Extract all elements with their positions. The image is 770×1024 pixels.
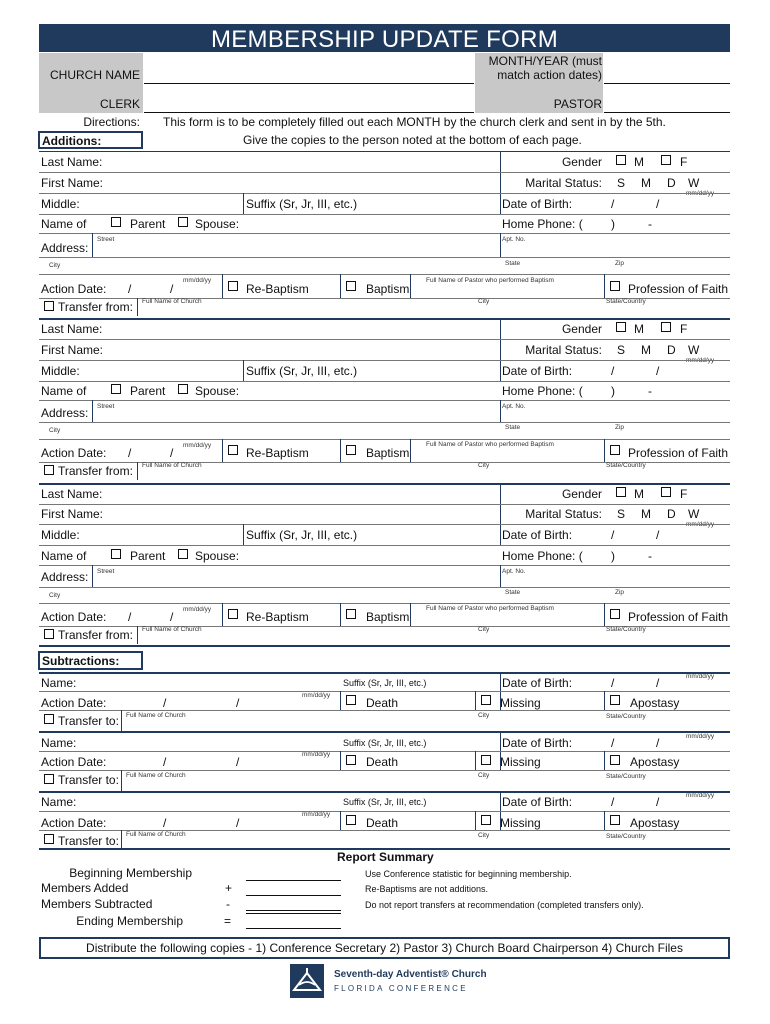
directions-label: Directions: <box>83 115 140 129</box>
name-of-label-2: Name of <box>41 384 87 398</box>
profession-checkbox-1[interactable] <box>610 281 620 291</box>
distribution-box <box>39 937 730 959</box>
baptism-label-3: Baptism <box>366 610 410 624</box>
missing-checkbox-1[interactable] <box>481 695 491 705</box>
profession-label-2: Profession of Faith <box>628 446 729 460</box>
transfer-from-checkbox-1[interactable] <box>44 301 54 311</box>
name-of-label-1: Name of <box>41 217 87 231</box>
baptism-checkbox-3[interactable] <box>346 609 356 619</box>
marital-status-label-3: Marital Status: <box>525 507 602 521</box>
minus-sign: - <box>226 897 230 911</box>
month-year-label-2: match action dates) <box>497 68 602 82</box>
action-date-label-3: Action Date: <box>41 610 107 624</box>
dob-format-1: mm/dd/yy <box>686 190 715 197</box>
parent-checkbox-3[interactable] <box>111 549 121 559</box>
rebaptism-label-2: Re-Baptism <box>246 446 309 460</box>
month-year-field[interactable] <box>604 83 730 84</box>
death-label-2: Death <box>366 755 399 769</box>
month-year-label-1: MONTH/YEAR (must <box>488 54 602 68</box>
sub-action-slash-2b: / <box>236 755 240 769</box>
transfer-to-label-3: Transfer to: <box>58 834 119 848</box>
phone-dash-2: - <box>648 384 652 398</box>
gender-m-label-2: M <box>634 322 644 336</box>
summary-note-1: Use Conference statistic for beginning membership. <box>365 869 572 879</box>
marital-m-1[interactable]: M <box>641 176 651 190</box>
transfer-city-2: City <box>478 462 490 469</box>
home-phone-label-3: Home Phone: ( <box>502 549 583 563</box>
apostasy-label-1: Apostasy <box>630 696 680 710</box>
summary-note-3: Do not report transfers at recommendation (completed transfers only). <box>365 900 644 910</box>
marital-status-label-2: Marital Status: <box>525 343 602 357</box>
gender-m-checkbox-3[interactable] <box>616 487 626 497</box>
beginning-membership-label: Beginning Membership <box>69 866 192 880</box>
transfer-state-1: State/Country <box>606 298 646 305</box>
subtractions-header <box>38 651 143 670</box>
sub-church-hint-1: Full Name of Church <box>126 712 186 719</box>
action-slash-2b: / <box>170 446 174 460</box>
marital-s-2[interactable]: S <box>617 343 626 357</box>
death-label-1: Death <box>366 696 399 710</box>
sub-action-label-3: Action Date: <box>41 816 107 830</box>
last-name-label-3: Last Name: <box>41 487 103 501</box>
dob-slash-2b: / <box>656 364 660 378</box>
sub-action-label-2: Action Date: <box>41 755 107 769</box>
members-subtracted-label: Members Subtracted <box>41 897 153 911</box>
zip-label-3: Zip <box>615 589 625 596</box>
street-label-1: Street <box>97 236 115 243</box>
city-label-1: City <box>49 262 61 269</box>
beginning-membership-field[interactable] <box>246 880 341 881</box>
phone-paren-3: ) <box>611 549 615 563</box>
apostasy-checkbox-1[interactable] <box>610 695 620 705</box>
profession-checkbox-2[interactable] <box>610 445 620 455</box>
zip-label-1: Zip <box>615 260 625 267</box>
sub-dob-label-3: Date of Birth: <box>502 795 573 809</box>
address-label-2: Address: <box>41 406 89 420</box>
sub-dob-slash-2a: / <box>611 736 615 750</box>
members-subtracted-field[interactable] <box>246 910 341 911</box>
gender-m-label-1: M <box>634 155 644 169</box>
middle-label-1: Middle: <box>41 197 80 211</box>
death-checkbox-1[interactable] <box>346 695 356 705</box>
transfer-from-checkbox-3[interactable] <box>44 629 54 639</box>
total-double-line <box>246 913 341 914</box>
phone-dash-1: - <box>648 217 652 231</box>
state-label-1: State <box>505 260 521 267</box>
last-name-label-1: Last Name: <box>41 155 103 169</box>
spouse-checkbox-1[interactable] <box>178 217 188 227</box>
pastor-performed-3: Full Name of Pastor who performed Baptism <box>426 605 554 612</box>
church-name-hint-2: Full Name of Church <box>142 462 202 469</box>
pastor-label: PASTOR <box>553 97 602 111</box>
directions-text-2: Give the copies to the person noted at the bottom of each page. <box>243 133 582 147</box>
sub-dob-slash-1b: / <box>656 676 660 690</box>
gender-f-checkbox-2[interactable] <box>661 322 671 332</box>
transfer-city-1: City <box>478 298 490 305</box>
missing-label-2: Missing <box>500 755 541 769</box>
spouse-checkbox-2[interactable] <box>178 384 188 394</box>
death-label-3: Death <box>366 816 399 830</box>
members-added-label: Members Added <box>41 881 129 895</box>
baptism-checkbox-2[interactable] <box>346 445 356 455</box>
sub-action-slash-2a: / <box>163 755 167 769</box>
church-name-hint-1: Full Name of Church <box>142 298 202 305</box>
street-label-2: Street <box>97 403 115 410</box>
death-checkbox-3[interactable] <box>346 815 356 825</box>
missing-label-3: Missing <box>500 816 541 830</box>
transfer-to-checkbox-3[interactable] <box>44 834 54 844</box>
state-label-3: State <box>505 589 521 596</box>
sub-action-slash-3b: / <box>236 816 240 830</box>
dob-format-2: mm/dd/yy <box>686 357 715 364</box>
page-title: MEMBERSHIP UPDATE FORM <box>210 26 559 53</box>
city-label-3: City <box>49 592 61 599</box>
rebaptism-label-3: Re-Baptism <box>246 610 309 624</box>
sub-city-3: City <box>478 832 490 839</box>
dob-slash-1a: / <box>611 197 615 211</box>
sub-action-slash-3a: / <box>163 816 167 830</box>
summary-note-2: Re-Baptisms are not additions. <box>365 884 489 894</box>
sub-dob-slash-1a: / <box>611 676 615 690</box>
first-name-label-3: First Name: <box>41 507 104 521</box>
transfer-city-3: City <box>478 626 490 633</box>
parent-label-3: Parent <box>130 549 166 563</box>
sub-action-slash-1b: / <box>236 696 240 710</box>
spouse-label-2: Spouse: <box>195 384 240 398</box>
sub-city-1: City <box>478 712 490 719</box>
action-slash-1a: / <box>128 282 132 296</box>
spouse-label-3: Spouse: <box>195 549 240 563</box>
sub-dob-slash-3a: / <box>611 795 615 809</box>
dob-slash-1b: / <box>656 197 660 211</box>
dob-format-3: mm/dd/yy <box>686 521 715 528</box>
gender-m-label-3: M <box>634 487 644 501</box>
equals-sign: = <box>224 914 232 928</box>
transfer-from-label-3: Transfer from: <box>58 628 133 642</box>
transfer-from-label-2: Transfer from: <box>58 464 133 478</box>
suffix-label-1: Suffix (Sr, Jr, III, etc.) <box>246 197 358 211</box>
marital-w-1[interactable]: W <box>688 176 700 190</box>
dob-label-1: Date of Birth: <box>502 197 573 211</box>
church-name-field[interactable] <box>144 83 474 84</box>
home-phone-label-1: Home Phone: ( <box>502 217 583 231</box>
death-checkbox-2[interactable] <box>346 755 356 765</box>
parent-label-1: Parent <box>130 217 166 231</box>
apt-label-3: Apt. No. <box>502 568 526 575</box>
gender-label-2: Gender <box>561 322 602 336</box>
suffix-label-3: Suffix (Sr, Jr, III, etc.) <box>246 528 358 542</box>
marital-m-2[interactable]: M <box>641 343 651 357</box>
action-slash-1b: / <box>170 282 174 296</box>
subtractions-label: Subtractions: <box>42 654 120 668</box>
distribution-text: Distribute the following copies - 1) Conference Secretary 2) Pastor 3) Church Board Chairperson 4) Church Files <box>86 941 683 955</box>
parent-checkbox-2[interactable] <box>111 384 121 394</box>
action-slash-2a: / <box>128 446 132 460</box>
gender-f-label-2: F <box>680 322 688 336</box>
marital-d-1[interactable]: D <box>667 176 676 190</box>
marital-w-2[interactable]: W <box>688 343 700 357</box>
clerk-label: CLERK <box>99 97 140 111</box>
clerk-field[interactable] <box>144 112 474 113</box>
rebaptism-checkbox-2[interactable] <box>228 445 238 455</box>
address-label-3: Address: <box>41 570 89 584</box>
rebaptism-label-1: Re-Baptism <box>246 282 309 296</box>
org-name: Seventh-day Adventist® Church <box>334 969 487 980</box>
sub-dob-label-1: Date of Birth: <box>502 676 573 690</box>
phone-dash-3: - <box>648 549 652 563</box>
additions-label: Additions: <box>42 134 102 148</box>
transfer-state-2: State/Country <box>606 462 646 469</box>
transfer-to-label-1: Transfer to: <box>58 714 119 728</box>
sub-state-1: State/Country <box>606 713 646 720</box>
sub-suffix-2: Suffix (Sr, Jr, III, etc.) <box>343 738 427 748</box>
zip-label-2: Zip <box>615 424 625 431</box>
phone-paren-2: ) <box>611 384 615 398</box>
sub-dob-format-1: mm/dd/yy <box>686 673 715 680</box>
sub-state-2: State/Country <box>606 773 646 780</box>
gender-label-1: Gender <box>561 155 602 169</box>
plus-sign: + <box>225 881 233 895</box>
dob-slash-3a: / <box>611 528 615 542</box>
parent-checkbox-1[interactable] <box>111 217 121 227</box>
marital-d-2[interactable]: D <box>667 343 676 357</box>
baptism-label-1: Baptism <box>366 282 410 296</box>
transfer-to-checkbox-2[interactable] <box>44 774 54 784</box>
profession-label-3: Profession of Faith <box>628 610 729 624</box>
gender-f-label-1: F <box>680 155 688 169</box>
pastor-performed-2: Full Name of Pastor who performed Baptism <box>426 441 554 448</box>
report-summary-title: Report Summary <box>337 850 434 864</box>
apostasy-label-3: Apostasy <box>630 816 680 830</box>
sub-dob-slash-3b: / <box>656 795 660 809</box>
rebaptism-checkbox-3[interactable] <box>228 609 238 619</box>
apostasy-label-2: Apostasy <box>630 755 680 769</box>
sub-action-format-2: mm/dd/yy <box>302 751 331 758</box>
sub-action-format-3: mm/dd/yy <box>302 811 331 818</box>
action-format-3: mm/dd/yy <box>183 606 212 613</box>
missing-checkbox-2[interactable] <box>481 755 491 765</box>
sub-dob-format-3: mm/dd/yy <box>686 792 715 799</box>
profession-label-1: Profession of Faith <box>628 282 729 296</box>
transfer-from-checkbox-2[interactable] <box>44 465 54 475</box>
spouse-checkbox-3[interactable] <box>178 549 188 559</box>
marital-s-1[interactable]: S <box>617 176 626 190</box>
sub-suffix-1: Suffix (Sr, Jr, III, etc.) <box>343 678 427 688</box>
sub-state-3: State/Country <box>606 833 646 840</box>
transfer-state-3: State/Country <box>606 626 646 633</box>
transfer-from-label-1: Transfer from: <box>58 300 133 314</box>
directions-text-1: This form is to be completely filled out each MONTH by the church clerk and sent in by the 5th. <box>163 115 666 129</box>
dob-label-3: Date of Birth: <box>502 528 573 542</box>
street-label-3: Street <box>97 568 115 575</box>
action-date-label-1: Action Date: <box>41 282 107 296</box>
title-bar <box>39 24 730 52</box>
sub-name-label-3: Name: <box>41 795 77 809</box>
middle-label-2: Middle: <box>41 364 80 378</box>
transfer-to-checkbox-1[interactable] <box>44 714 54 724</box>
apostasy-checkbox-2[interactable] <box>610 755 620 765</box>
dob-label-2: Date of Birth: <box>502 364 573 378</box>
profession-checkbox-3[interactable] <box>610 609 620 619</box>
sub-action-label-1: Action Date: <box>41 696 107 710</box>
rebaptism-checkbox-1[interactable] <box>228 281 238 291</box>
ending-membership-label: Ending Membership <box>76 914 183 928</box>
middle-label-3: Middle: <box>41 528 80 542</box>
home-phone-label-2: Home Phone: ( <box>502 384 583 398</box>
sub-dob-label-2: Date of Birth: <box>502 736 573 750</box>
sub-church-hint-2: Full Name of Church <box>126 772 186 779</box>
action-format-2: mm/dd/yy <box>183 442 212 449</box>
ending-membership-field[interactable] <box>246 928 341 929</box>
action-format-1: mm/dd/yy <box>183 277 212 284</box>
sub-dob-slash-2b: / <box>656 736 660 750</box>
additions-header <box>38 131 143 149</box>
sub-dob-format-2: mm/dd/yy <box>686 733 715 740</box>
sub-action-format-1: mm/dd/yy <box>302 692 331 699</box>
address-label-1: Address: <box>41 241 89 255</box>
action-slash-3a: / <box>128 610 132 624</box>
apt-label-2: Apt. No. <box>502 403 526 410</box>
members-added-field[interactable] <box>246 895 341 896</box>
gender-f-checkbox-1[interactable] <box>661 155 671 165</box>
marital-m-3[interactable]: M <box>641 507 651 521</box>
sub-city-2: City <box>478 772 490 779</box>
transfer-to-label-2: Transfer to: <box>58 773 119 787</box>
pastor-performed-1: Full Name of Pastor who performed Baptism <box>426 277 554 284</box>
spouse-label-1: Spouse: <box>195 217 240 231</box>
apostasy-checkbox-3[interactable] <box>610 815 620 825</box>
gender-label-3: Gender <box>561 487 602 501</box>
missing-label-1: Missing <box>500 696 541 710</box>
state-label-2: State <box>505 424 521 431</box>
marital-status-label-1: Marital Status: <box>525 176 602 190</box>
first-name-label-1: First Name: <box>41 176 104 190</box>
dob-slash-3b: / <box>656 528 660 542</box>
baptism-label-2: Baptism <box>366 446 410 460</box>
action-date-label-2: Action Date: <box>41 446 107 460</box>
name-of-label-3: Name of <box>41 549 87 563</box>
org-subtitle: FLORIDA CONFERENCE <box>334 984 468 993</box>
parent-label-2: Parent <box>130 384 166 398</box>
city-label-2: City <box>49 427 61 434</box>
gender-f-checkbox-3[interactable] <box>661 487 671 497</box>
baptism-checkbox-1[interactable] <box>346 281 356 291</box>
last-name-label-2: Last Name: <box>41 322 103 336</box>
phone-paren-1: ) <box>611 217 615 231</box>
marital-d-3[interactable]: D <box>667 507 676 521</box>
suffix-label-2: Suffix (Sr, Jr, III, etc.) <box>246 364 358 378</box>
sub-name-label-1: Name: <box>41 676 77 690</box>
marital-w-3[interactable]: W <box>688 507 700 521</box>
sub-church-hint-3: Full Name of Church <box>126 831 186 838</box>
sub-action-slash-1a: / <box>163 696 167 710</box>
marital-s-3[interactable]: S <box>617 507 626 521</box>
apt-label-1: Apt. No. <box>502 236 526 243</box>
church-name-label: CHURCH NAME <box>50 68 140 82</box>
action-slash-3b: / <box>170 610 174 624</box>
sub-name-label-2: Name: <box>41 736 77 750</box>
dob-slash-2a: / <box>611 364 615 378</box>
gender-m-checkbox-1[interactable] <box>616 155 626 165</box>
church-name-hint-3: Full Name of Church <box>142 626 202 633</box>
pastor-field[interactable] <box>604 112 730 113</box>
gender-f-label-3: F <box>680 487 688 501</box>
missing-checkbox-3[interactable] <box>481 815 491 825</box>
gender-m-checkbox-2[interactable] <box>616 322 626 332</box>
first-name-label-2: First Name: <box>41 343 104 357</box>
church-logo-icon <box>290 964 324 998</box>
sub-suffix-3: Suffix (Sr, Jr, III, etc.) <box>343 797 427 807</box>
